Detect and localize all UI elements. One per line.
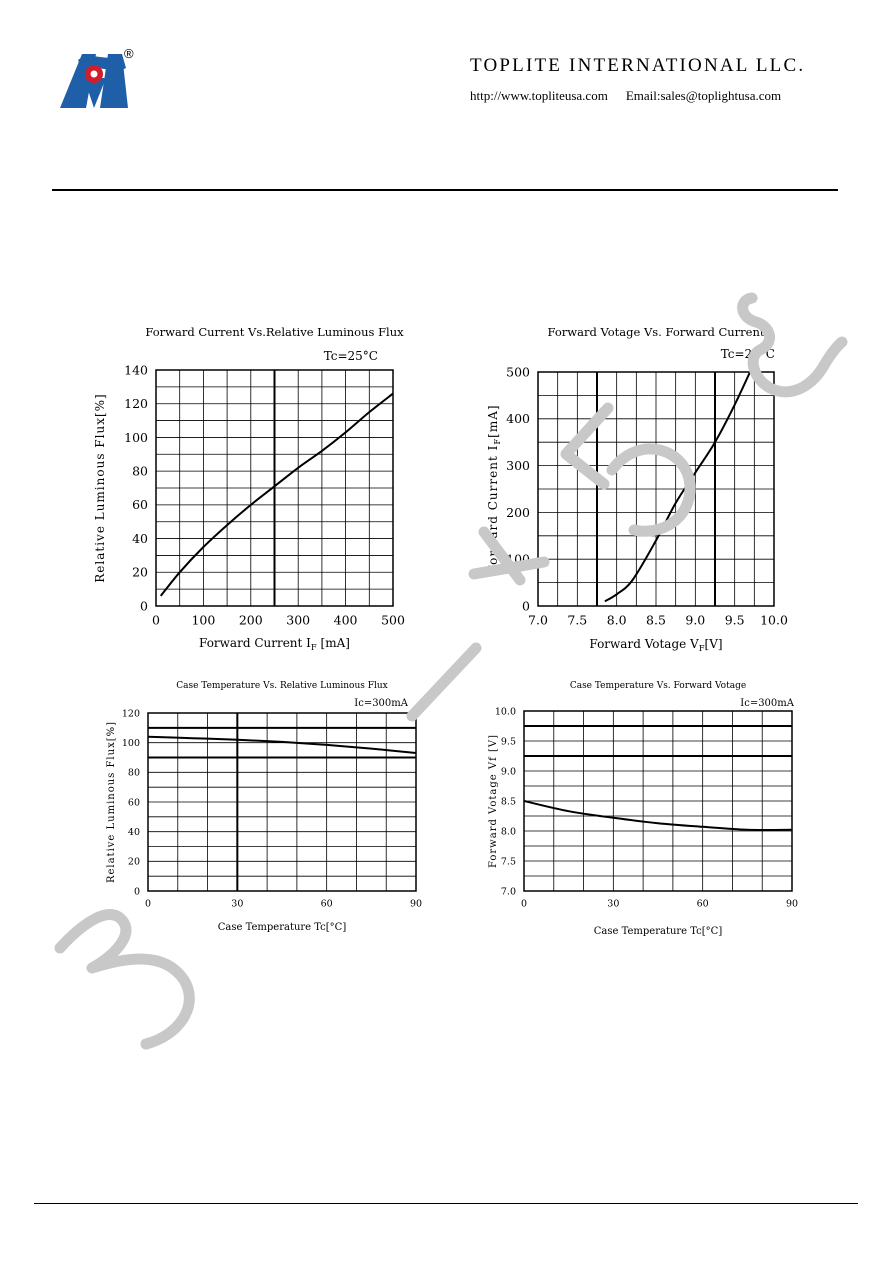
x-tick-label: 10.0 <box>760 612 788 628</box>
x-tick-label: 300 <box>286 612 311 628</box>
y-tick-label: 500 <box>506 364 530 380</box>
y-tick-label: 200 <box>506 504 530 520</box>
x-tick-label: 90 <box>785 898 799 910</box>
y-tick-label: 0 <box>522 598 530 614</box>
y-tick-label: 7.0 <box>500 886 516 898</box>
y-tick-label: 9.0 <box>500 766 516 778</box>
x-tick-label: 8.5 <box>646 612 666 628</box>
y-tick-label: 20 <box>127 856 140 868</box>
chart-title: Forward Votage Vs. Forward Current <box>547 325 765 339</box>
y-tick-label: 60 <box>132 497 148 513</box>
y-tick-label: 9.5 <box>500 736 516 748</box>
chart-title: Forward Current Vs.Relative Luminous Flux <box>145 325 404 339</box>
y-tick-label: 120 <box>124 396 148 412</box>
x-tick-label: 60 <box>696 898 709 910</box>
series-line <box>524 801 792 830</box>
y-tick-label: 40 <box>127 826 140 838</box>
chart-1 <box>93 325 405 652</box>
y-tick-label: 300 <box>506 457 530 473</box>
chart-condition: Tc=25°C <box>720 347 775 361</box>
y-tick-label: 120 <box>121 708 140 720</box>
x-tick-label: 60 <box>320 898 333 910</box>
x-tick-label: 8.0 <box>606 612 627 628</box>
y-tick-label: 8.5 <box>500 796 516 808</box>
y-tick-label: 7.5 <box>500 856 516 868</box>
company-name: TOPLITE INTERNATIONAL LLC. <box>470 55 806 76</box>
x-axis-label: Case Temperature Tc[°C] <box>593 926 723 937</box>
x-tick-label: 7.5 <box>567 612 588 628</box>
y-axis-label: Relative Luminous Flux[%] <box>106 720 117 884</box>
x-axis-label: Forward Current $I_F$ [mA] <box>199 636 350 652</box>
x-tick-label: 90 <box>409 898 423 910</box>
x-tick-label: 9.5 <box>724 612 745 628</box>
chart-condition: Ic=300mA <box>354 698 408 709</box>
x-tick-label: 0 <box>152 612 160 628</box>
website-link[interactable]: http://www.topliteusa.com <box>470 88 608 103</box>
series-line <box>148 737 416 753</box>
x-axis-label: Forward Votage $V_F[V]$ <box>589 637 723 653</box>
x-tick-label: 30 <box>607 898 620 910</box>
y-tick-label: 0 <box>133 886 140 898</box>
registered-mark: ® <box>124 46 134 61</box>
y-tick-label: 100 <box>506 551 530 567</box>
y-tick-label: 60 <box>127 797 140 809</box>
y-tick-label: 140 <box>124 362 148 378</box>
y-tick-label: 100 <box>124 429 148 445</box>
x-tick-label: 0 <box>144 898 152 910</box>
y-axis-label: Forward Votage Vf [V] <box>488 733 499 869</box>
x-tick-label: 9.0 <box>685 612 706 628</box>
chart-4 <box>488 681 798 937</box>
y-tick-label: 0 <box>140 598 148 614</box>
y-tick-label: 400 <box>506 411 530 427</box>
series-line <box>605 363 754 602</box>
email-link[interactable]: Email:sales@toplightusa.com <box>625 88 782 103</box>
x-axis-label: Case Temperature Tc[°C] <box>217 922 347 933</box>
y-axis-label: Forward Current $I_F[mA]$ <box>486 404 502 574</box>
y-tick-label: 80 <box>127 767 140 779</box>
chart-condition: Tc=25°C <box>323 349 378 363</box>
chart-2 <box>486 325 788 653</box>
y-axis-label: Relative Luminous Flux[%] <box>93 393 107 583</box>
x-tick-label: 100 <box>191 612 216 628</box>
y-tick-label: 40 <box>132 530 148 546</box>
series-line <box>161 394 393 596</box>
footer-rule <box>34 1203 858 1204</box>
chart-title: Case Temperature Vs. Relative Luminous Flux <box>176 681 388 691</box>
x-tick-label: 400 <box>333 612 358 628</box>
x-tick-label: 7.0 <box>528 612 548 628</box>
y-tick-label: 8.0 <box>500 826 516 838</box>
x-tick-label: 200 <box>238 612 263 628</box>
chart-condition: Ic=300mA <box>740 698 794 709</box>
y-tick-label: 10.0 <box>494 706 516 718</box>
x-tick-label: 500 <box>381 612 405 628</box>
x-tick-label: 0 <box>520 898 528 910</box>
chart-3 <box>106 681 422 933</box>
y-tick-label: 100 <box>121 737 140 749</box>
x-tick-label: 30 <box>231 898 244 910</box>
chart-title: Case Temperature Vs. Forward Votage <box>569 681 747 691</box>
y-tick-label: 80 <box>132 463 148 479</box>
y-tick-label: 20 <box>132 564 148 580</box>
